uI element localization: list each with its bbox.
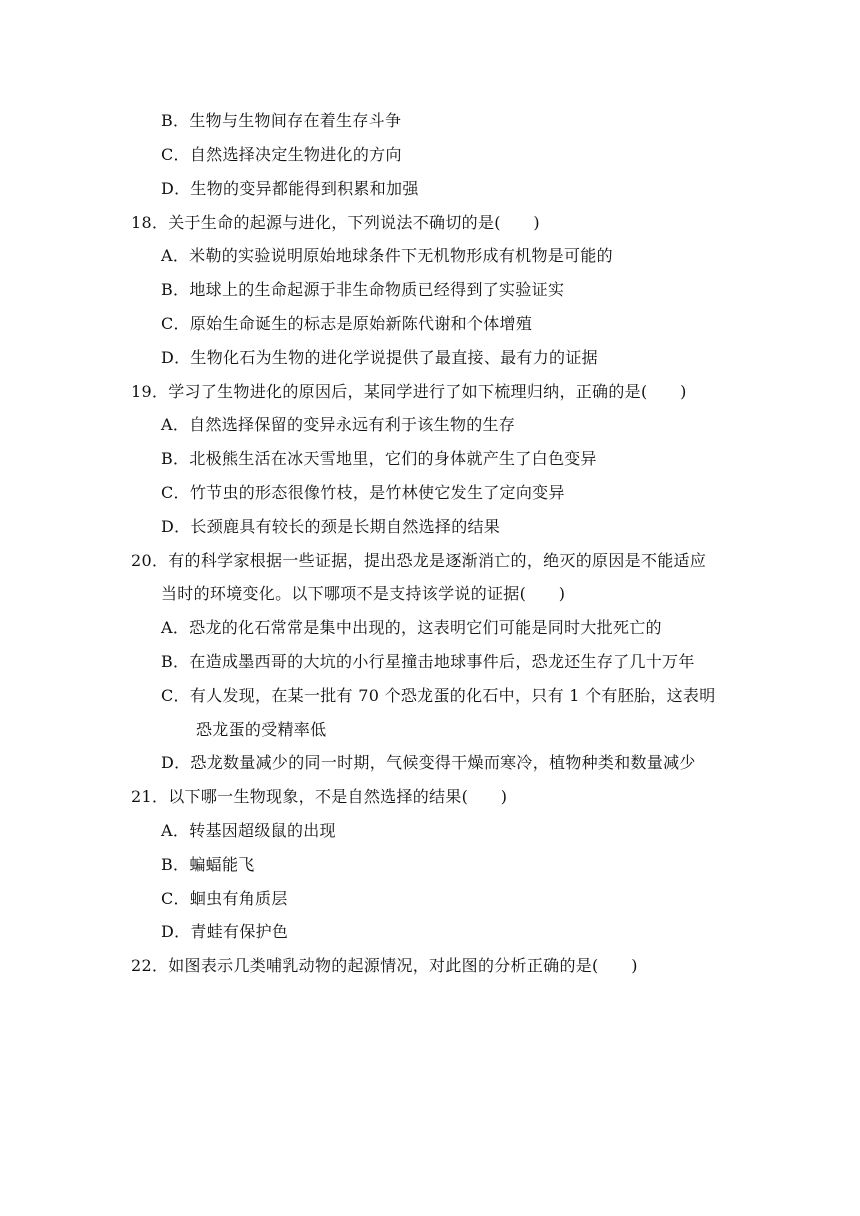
q21-option-d: D．青蛙有保护色	[161, 922, 289, 941]
q20-option-b: B．在造成墨西哥的大坑的小行星撞击地球事件后，恐龙还生存了几十万年	[161, 652, 695, 671]
q20-option-d: D．恐龙数量减少的同一时期，气候变得干燥而寒冷，植物种类和数量减少	[161, 753, 696, 772]
question-20-continuation: 当时的环境变化。以下哪项不是支持该学说的证据( )	[161, 584, 566, 603]
q19-option-a: A．自然选择保留的变异永远有利于该生物的生存	[161, 415, 516, 434]
q19-option-d: D．长颈鹿具有较长的颈是长期自然选择的结果	[161, 517, 501, 536]
q17-option-c: C．自然选择决定生物进化的方向	[161, 145, 402, 164]
q21-option-b: B．蝙蝠能飞	[161, 855, 255, 874]
q19-option-b: B．北极熊生活在冰天雪地里，它们的身体就产生了白色变异	[161, 449, 597, 468]
question-19: 19．学习了生物进化的原因后，某同学进行了如下梳理归纳，正确的是( )	[131, 382, 687, 401]
q17-option-d: D．生物的变异都能得到积累和加强	[161, 179, 419, 198]
q19-option-c: C．竹节虫的形态很像竹枝，是竹林使它发生了定向变异	[161, 483, 565, 502]
q18-option-a: A．米勒的实验说明原始地球条件下无机物形成有机物是可能的	[161, 246, 613, 265]
q20-option-c: C．有人发现，在某一批有 70 个恐龙蛋的化石中，只有 1 个有胚胎，这表明	[161, 686, 716, 705]
q18-option-c: C．原始生命诞生的标志是原始新陈代谢和个体增殖	[161, 314, 533, 333]
question-18: 18．关于生命的起源与进化，下列说法不确切的是( )	[131, 213, 540, 232]
question-21: 21．以下哪一生物现象，不是自然选择的结果( )	[131, 787, 508, 806]
q17-option-b: B．生物与生物间存在着生存斗争	[161, 111, 402, 130]
q20-option-c-continuation: 恐龙蛋的受精率低	[196, 720, 327, 739]
q20-option-a: A．恐龙的化石常常是集中出现的，这表明它们可能是同时大批死亡的	[161, 618, 662, 637]
q18-option-b: B．地球上的生命起源于非生命物质已经得到了实验证实	[161, 280, 565, 299]
q21-option-c: C．蛔虫有角质层	[161, 889, 288, 908]
question-20: 20．有的科学家根据一些证据，提出恐龙是逐渐消亡的，绝灭的原因是不能适应	[131, 551, 707, 570]
q21-option-a: A．转基因超级鼠的出现	[161, 821, 336, 840]
q18-option-d: D．生物化石为生物的进化学说提供了最直接、最有力的证据	[161, 348, 598, 367]
question-22: 22．如图表示几类哺乳动物的起源情况，对此图的分析正确的是( )	[131, 956, 638, 975]
